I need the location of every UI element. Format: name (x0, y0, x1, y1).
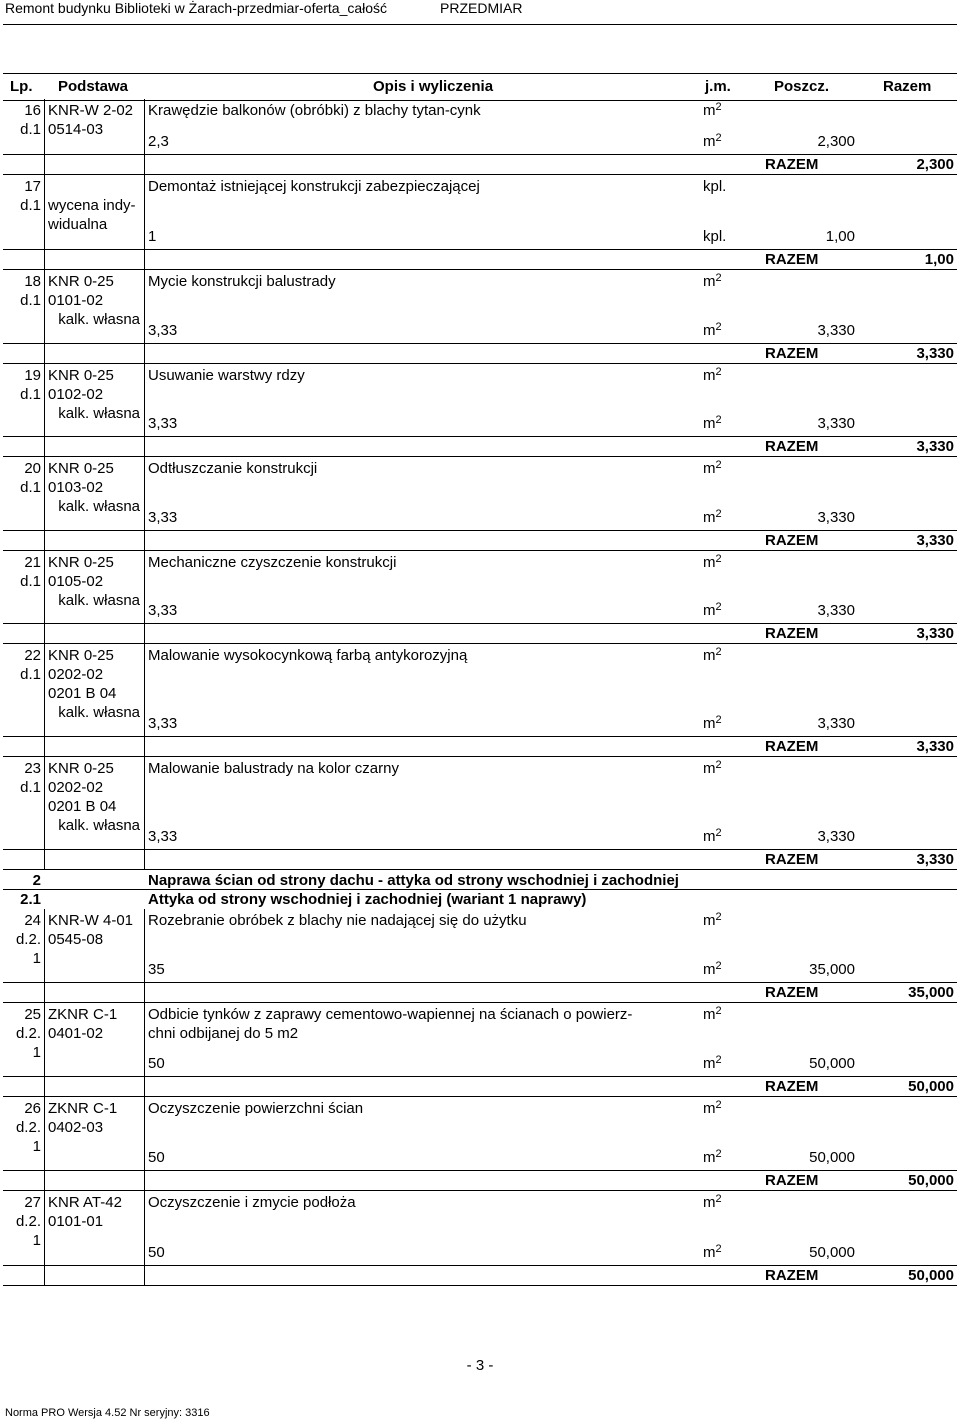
position-number: 16 (24, 102, 41, 119)
calc-unit-exponent: 2 (715, 508, 722, 520)
calc-unit-text: m (703, 509, 716, 526)
basis-line: KNR 0-25 (48, 760, 114, 777)
unit-exponent: 2 (715, 272, 722, 284)
position-chapter-ref: d.1 (20, 386, 41, 403)
column-divider (144, 1003, 145, 1097)
section-row (3, 870, 957, 890)
total-value: 50,000 (908, 1267, 954, 1284)
unit-exponent: 2 (715, 553, 722, 565)
basis-line: KNR-W 4-01 (48, 912, 134, 929)
calculation-unit (703, 827, 722, 846)
partial-quantity: 50,000 (809, 1055, 855, 1072)
unit-exponent: 2 (715, 1193, 722, 1205)
subsection-row (3, 890, 957, 909)
unit (703, 911, 722, 930)
calculation: 3,33 (148, 322, 178, 339)
calculation-unit (703, 321, 722, 340)
total-value: 1,00 (924, 251, 954, 268)
column-divider (44, 364, 45, 457)
basis-line: KNR 0-25 (48, 460, 114, 477)
column-divider (44, 99, 45, 175)
basis-line: 0101-01 (48, 1213, 104, 1230)
basis-line: 0401-02 (48, 1025, 104, 1042)
partial-quantity: 2,300 (817, 133, 855, 150)
basis-line: 0202-02 (48, 779, 104, 796)
column-divider (144, 909, 145, 1003)
unit-exponent: 2 (715, 366, 722, 378)
total-value: 35,000 (908, 984, 954, 1001)
basis-line: ZKNR C-1 (48, 1006, 118, 1023)
column-header-row (3, 73, 957, 101)
position-chapter-ref: d.2. (15, 1119, 41, 1136)
position-chapter-ref: d.1 (20, 573, 41, 590)
calculation-unit (703, 1148, 722, 1167)
calculation: 3,33 (148, 509, 178, 526)
total-value: 3,330 (916, 625, 954, 642)
col-poszcz: Poszcz. (774, 78, 830, 95)
unit-text: m (703, 273, 716, 290)
unit-text: m (703, 760, 716, 777)
unit (703, 1193, 722, 1212)
description-line: chni odbijanej do 5 m2 (148, 1025, 299, 1042)
table-row (3, 757, 957, 870)
description-line: Mechaniczne czyszczenie konstrukcji (148, 554, 397, 571)
calc-unit-text: kpl. (703, 228, 727, 245)
basis-line: ZKNR C-1 (48, 1100, 118, 1117)
calculation: 50 (148, 1244, 165, 1261)
basis-line: 0101-02 (48, 292, 104, 309)
calc-unit-text: m (703, 415, 716, 432)
table-row (3, 457, 957, 551)
total-value: 3,330 (916, 532, 954, 549)
total-label: RAZEM (765, 851, 819, 868)
table-row (3, 909, 957, 1003)
position-chapter-ref: d.2. (15, 1025, 41, 1042)
table-row (3, 644, 957, 757)
unit-text: m (703, 102, 716, 119)
unit-text: m (703, 912, 716, 929)
position-chapter-ref: d.1 (20, 121, 41, 138)
basis-line: 0201 B 04 (48, 798, 117, 815)
total-label: RAZEM (765, 984, 819, 1001)
position-chapter-ref-cont: 1 (32, 1138, 41, 1155)
basis-line: kalk. własna (58, 311, 140, 328)
calc-unit-exponent: 2 (715, 321, 722, 333)
unit (703, 553, 722, 572)
total-label: RAZEM (765, 345, 819, 362)
section-title: Naprawa ścian od strony dachu - attyka od strony wschodniej i zachodniej (148, 872, 679, 889)
section-number: 2 (32, 872, 41, 889)
calc-unit-exponent: 2 (715, 601, 722, 613)
column-divider (144, 644, 145, 757)
table-row (3, 1191, 957, 1286)
calc-unit-text: m (703, 828, 716, 845)
calculation: 2,3 (148, 133, 169, 150)
position-number: 21 (24, 554, 41, 571)
unit (703, 1005, 722, 1024)
unit (703, 177, 726, 196)
unit-text: m (703, 1194, 716, 1211)
calc-unit-text: m (703, 602, 716, 619)
total-value: 50,000 (908, 1078, 954, 1095)
basis-line: 0545-08 (48, 931, 104, 948)
description-line: Oczyszczenie i zmycie podłoża (148, 1194, 356, 1211)
basis-line: 0402-03 (48, 1119, 104, 1136)
position-number: 17 (24, 178, 41, 195)
unit-text: kpl. (703, 178, 727, 195)
basis-line: 0102-02 (48, 386, 104, 403)
column-divider (144, 1191, 145, 1286)
column-divider (44, 1191, 45, 1286)
basis-line: 0201 B 04 (48, 685, 117, 702)
partial-quantity: 3,330 (817, 509, 855, 526)
calculation: 50 (148, 1149, 165, 1166)
description-line: Odbicie tynków z zaprawy cementowo-wapiennej na ścianach o powierz- (148, 1006, 633, 1023)
calculation: 1 (148, 228, 157, 245)
unit-text: m (703, 1006, 716, 1023)
calculation-unit (703, 714, 722, 733)
col-lp: Lp. (10, 78, 33, 95)
calc-unit-text: m (703, 322, 716, 339)
unit (703, 366, 722, 385)
col-jm: j.m. (705, 78, 731, 95)
table-row (3, 364, 957, 457)
basis-line: 0103-02 (48, 479, 104, 496)
position-number: 19 (24, 367, 41, 384)
basis-line: KNR 0-25 (48, 367, 114, 384)
position-number: 24 (24, 912, 41, 929)
total-label: RAZEM (765, 156, 819, 173)
table-row (3, 270, 957, 364)
partial-quantity: 3,330 (817, 828, 855, 845)
unit-exponent: 2 (715, 759, 722, 771)
column-divider (44, 175, 45, 270)
total-label: RAZEM (765, 1267, 819, 1284)
description-line: Malowanie balustrady na kolor czarny (148, 760, 399, 777)
description-line: Mycie konstrukcji balustrady (148, 273, 336, 290)
partial-quantity: 3,330 (817, 322, 855, 339)
position-chapter-ref: d.1 (20, 197, 41, 214)
unit (703, 1099, 722, 1118)
calculation-unit (703, 508, 722, 527)
basis-line: KNR AT-42 (48, 1194, 122, 1211)
position-chapter-ref: d.2. (15, 1213, 41, 1230)
calc-unit-exponent: 2 (715, 1148, 722, 1160)
calc-unit-exponent: 2 (715, 714, 722, 726)
total-value: 3,330 (916, 345, 954, 362)
unit-exponent: 2 (715, 459, 722, 471)
column-divider (144, 364, 145, 457)
basis-line: 0514-03 (48, 121, 104, 138)
unit (703, 459, 722, 478)
table-row (3, 175, 957, 270)
basis-line: KNR-W 2-02 (48, 102, 134, 119)
column-divider (144, 457, 145, 551)
calculation: 3,33 (148, 828, 178, 845)
unit-text: m (703, 1100, 716, 1117)
unit-exponent: 2 (715, 1099, 722, 1111)
position-number: 18 (24, 273, 41, 290)
total-value: 50,000 (908, 1172, 954, 1189)
total-value: 3,330 (916, 738, 954, 755)
total-label: RAZEM (765, 625, 819, 642)
partial-quantity: 50,000 (809, 1244, 855, 1261)
total-value: 3,330 (916, 438, 954, 455)
position-chapter-ref-cont: 1 (32, 1232, 41, 1249)
total-label: RAZEM (765, 1172, 819, 1189)
calc-unit-exponent: 2 (715, 1054, 722, 1066)
partial-quantity: 1,00 (825, 228, 855, 245)
description-line: Oczyszczenie powierzchni ścian (148, 1100, 364, 1117)
unit-text: m (703, 647, 716, 664)
partial-quantity: 3,330 (817, 415, 855, 432)
column-divider (44, 457, 45, 551)
table-row (3, 1097, 957, 1191)
unit-exponent: 2 (715, 646, 722, 658)
unit (703, 101, 722, 120)
unit (703, 759, 722, 778)
unit (703, 646, 722, 665)
calculation: 35 (148, 961, 165, 978)
total-label: RAZEM (765, 738, 819, 755)
position-number: 25 (24, 1006, 41, 1023)
calc-unit-text: m (703, 1055, 716, 1072)
partial-quantity: 3,330 (817, 602, 855, 619)
partial-quantity: 50,000 (809, 1149, 855, 1166)
position-chapter-ref: d.2. (15, 931, 41, 948)
column-divider (144, 99, 145, 175)
col-opis: Opis i wyliczenia (373, 78, 494, 95)
unit-text: m (703, 367, 716, 384)
partial-quantity: 35,000 (809, 961, 855, 978)
column-divider (44, 551, 45, 644)
basis-line: KNR 0-25 (48, 273, 114, 290)
basis-line: widualna (48, 216, 108, 233)
position-chapter-ref: d.1 (20, 779, 41, 796)
col-razem: Razem (883, 78, 932, 95)
position-chapter-ref-cont: 1 (32, 1044, 41, 1061)
calc-unit-exponent: 2 (715, 414, 722, 426)
calc-unit-text: m (703, 133, 716, 150)
unit-text: m (703, 554, 716, 571)
calculation: 50 (148, 1055, 165, 1072)
table-row (3, 551, 957, 644)
calculation-unit (703, 960, 722, 979)
calculation: 3,33 (148, 415, 178, 432)
description-line: Krawędzie balkonów (obróbki) z blachy tytan-cynk (148, 102, 481, 119)
total-label: RAZEM (765, 251, 819, 268)
calculation-unit (703, 601, 722, 620)
position-chapter-ref: d.1 (20, 292, 41, 309)
column-divider (144, 270, 145, 364)
description-line: Malowanie wysokocynkową farbą antykorozyjną (148, 647, 468, 664)
basis-line: KNR 0-25 (48, 554, 114, 571)
calc-unit-text: m (703, 1244, 716, 1261)
document-title: Remont budynku Biblioteki w Żarach-przedmiar-oferta_całość (5, 0, 388, 16)
total-label: RAZEM (765, 1078, 819, 1095)
subsection-number: 2.1 (20, 891, 41, 908)
basis-line: KNR 0-25 (48, 647, 114, 664)
description-line: Odtłuszczanie konstrukcji (148, 460, 318, 477)
calc-unit-exponent: 2 (715, 1243, 722, 1255)
calc-unit-text: m (703, 715, 716, 732)
description-line: Rozebranie obróbek z blachy nie nadającej się do użytku (148, 912, 527, 929)
calculation: 3,33 (148, 602, 178, 619)
basis-line: 0105-02 (48, 573, 104, 590)
basis-line: 0202-02 (48, 666, 104, 683)
basis-line: wycena indy- (48, 197, 136, 214)
total-label: RAZEM (765, 438, 819, 455)
calculation-unit (703, 1243, 722, 1262)
unit-text: m (703, 460, 716, 477)
unit (703, 272, 722, 291)
calc-unit-exponent: 2 (715, 960, 722, 972)
description-line: Usuwanie warstwy rdzy (148, 367, 305, 384)
footer-software: Norma PRO Wersja 4.52 Nr seryjny: 3316 (5, 1407, 210, 1419)
calc-unit-text: m (703, 961, 716, 978)
column-divider (144, 175, 145, 270)
calc-unit-exponent: 2 (715, 132, 722, 144)
column-divider (44, 909, 45, 1003)
calculation-unit (703, 132, 722, 151)
position-number: 22 (24, 647, 41, 664)
table-row (3, 1003, 957, 1097)
col-podstawa: Podstawa (58, 78, 129, 95)
basis-line: kalk. własna (58, 704, 140, 721)
unit-exponent: 2 (715, 1005, 722, 1017)
header-divider (3, 24, 957, 25)
column-divider (44, 644, 45, 757)
column-divider (44, 1003, 45, 1097)
position-chapter-ref: d.1 (20, 479, 41, 496)
calc-unit-text: m (703, 1149, 716, 1166)
basis-line: kalk. własna (58, 817, 140, 834)
basis-line: kalk. własna (58, 592, 140, 609)
column-divider (44, 1097, 45, 1191)
position-number: 27 (24, 1194, 41, 1211)
row-bottom-border (3, 1285, 957, 1286)
calculation-unit (703, 1054, 722, 1073)
calculation: 3,33 (148, 715, 178, 732)
unit-exponent: 2 (715, 101, 722, 113)
column-divider (144, 551, 145, 644)
total-label: RAZEM (765, 532, 819, 549)
partial-quantity: 3,330 (817, 715, 855, 732)
page-number: - 3 - (466, 1357, 494, 1374)
calculation-unit (703, 227, 726, 246)
position-number: 23 (24, 760, 41, 777)
column-divider (44, 757, 45, 870)
calculation-unit (703, 414, 722, 433)
document-type: PRZEDMIAR (440, 0, 523, 16)
calc-unit-exponent: 2 (715, 827, 722, 839)
unit-exponent: 2 (715, 911, 722, 923)
basis-line: kalk. własna (58, 405, 140, 422)
table-row (3, 99, 957, 175)
column-divider (144, 1097, 145, 1191)
position-number: 26 (24, 1100, 41, 1117)
position-chapter-ref-cont: 1 (32, 950, 41, 967)
column-divider (144, 757, 145, 870)
subsection-title: Attyka od strony wschodniej i zachodniej (wariant 1 naprawy) (148, 891, 587, 908)
total-value: 3,330 (916, 851, 954, 868)
position-chapter-ref: d.1 (20, 666, 41, 683)
position-number: 20 (24, 460, 41, 477)
description-line: Demontaż istniejącej konstrukcji zabezpieczającej (148, 178, 480, 195)
column-divider (44, 270, 45, 364)
total-value: 2,300 (916, 156, 954, 173)
basis-line: kalk. własna (58, 498, 140, 515)
